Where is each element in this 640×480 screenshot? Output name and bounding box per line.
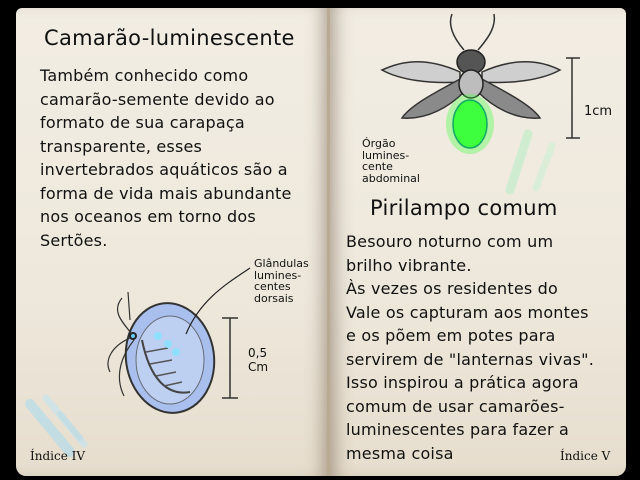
description-line: camarão-semente devido ao (40, 89, 275, 109)
description-line: Vale os capturam aos montes (346, 302, 589, 322)
description-line: servirem de "lanternas vivas". (346, 349, 594, 369)
annotation-line: Órgão (362, 137, 396, 150)
annotation-line: centes (254, 280, 291, 293)
shrimp-scale-bar (222, 318, 238, 398)
luminescent-shrimp-illustration (108, 268, 250, 419)
description-line: invertebrados aquáticos são a (40, 160, 288, 179)
annotation-line: lumines- (362, 148, 410, 162)
firefly-scale-label: 1cm (584, 104, 613, 119)
description-line: Sertões. (40, 230, 108, 250)
watercolor-strokes-right (510, 134, 552, 190)
firefly-scale-bar (566, 58, 580, 138)
description-line: nos oceanos em torno dos (40, 207, 256, 226)
description-line: mesma coisa (346, 443, 454, 463)
description-line: comum de usar camarões- (346, 396, 565, 416)
shrimp-title: Camarão-luminescente (44, 26, 295, 50)
description-line: e os põem em potes para (346, 326, 556, 345)
annotation-line: abdominal (362, 171, 420, 185)
description-line: Isso inspirou a prática agora (346, 373, 579, 392)
description-line: formato de sua carapaça (40, 113, 245, 132)
annotation-line: cente (362, 160, 393, 173)
annotation-line: lumines- (254, 268, 302, 282)
scale-value: 0,5 (248, 346, 268, 360)
annotation-line: Glândulas (254, 257, 309, 270)
shrimp-description (40, 64, 322, 252)
shrimp-scale-label (248, 346, 268, 374)
scale-unit: Cm (248, 360, 269, 374)
left-page-index: Índice IV (30, 449, 86, 463)
description-line: luminescentes para fazer a (346, 420, 570, 439)
firefly-title: Pirilampo comum (370, 196, 558, 220)
organ-annotation (362, 138, 420, 184)
watercolor-strokes-left (30, 398, 84, 452)
description-line: transparente, esses (40, 136, 203, 156)
description-line: forma de vida mais abundante (40, 183, 292, 203)
description-line: Às vezes os residentes do (346, 279, 559, 298)
firefly-description (346, 230, 622, 465)
description-line: Besouro noturno com um (346, 232, 554, 251)
right-page-index: Índice V (560, 449, 611, 463)
description-line: brilho vibrante. (346, 255, 472, 275)
description-line: Também conhecido como (40, 66, 249, 85)
glands-annotation (254, 258, 309, 304)
annotation-line: dorsais (254, 291, 294, 305)
firefly-illustration (382, 14, 560, 154)
